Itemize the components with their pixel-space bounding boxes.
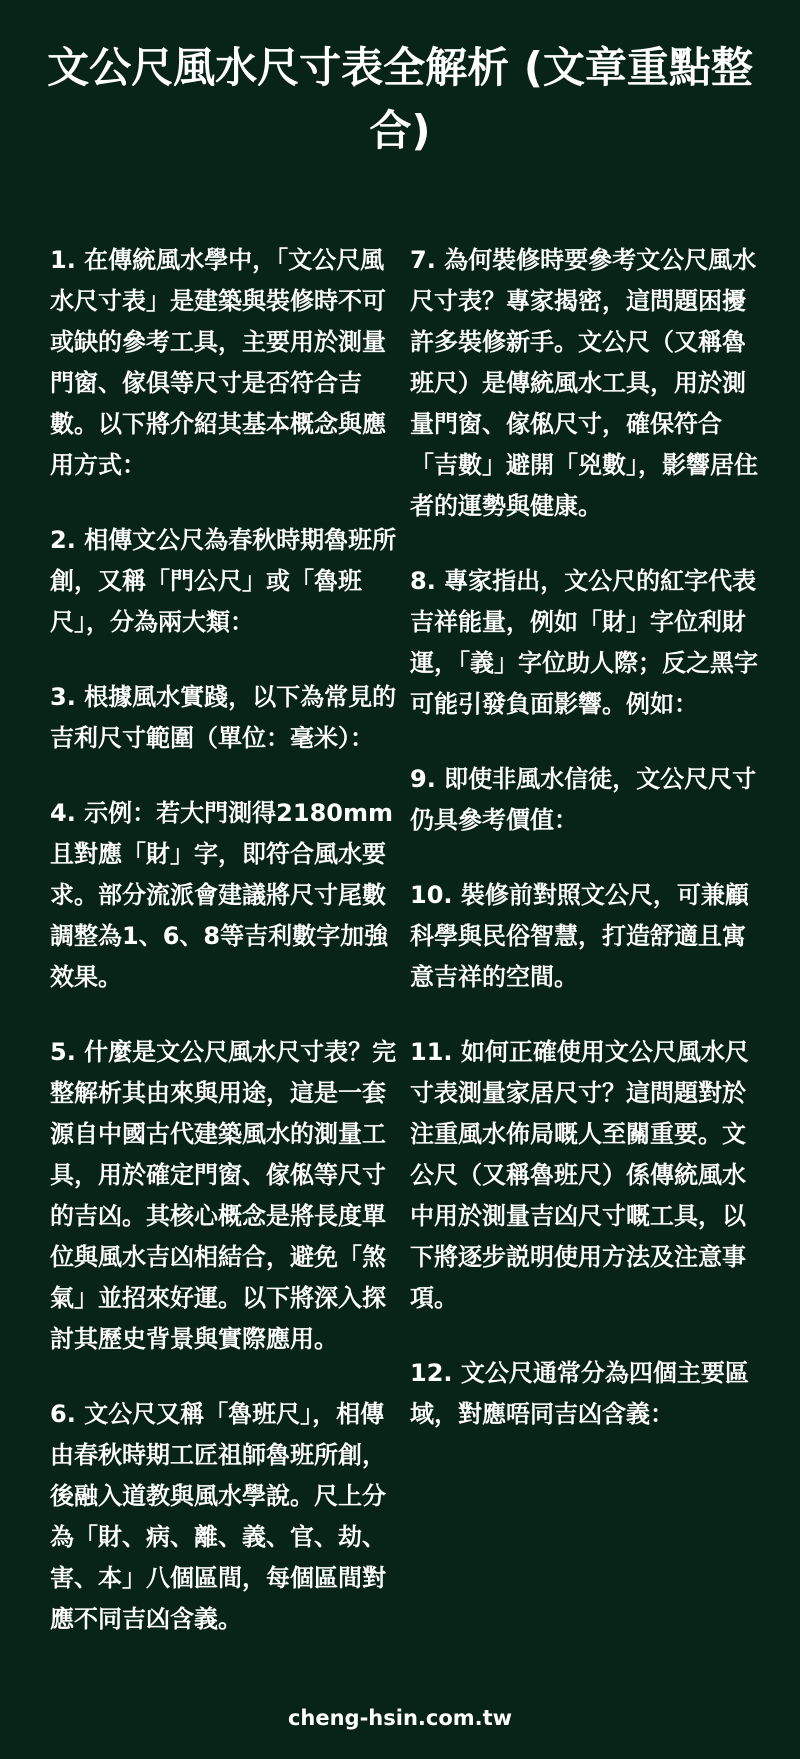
list-item: 7. 為何裝修時要參考文公尺風水尺寸表？專家揭密，這問題困擾許多裝修新手。文公尺（又稱魯班尺）是傳統風水工具，用於測量門窗、傢俬尺寸，確保符合「吉數」避開「兇數」，影響居住者的運勢與健康。 [410, 246, 758, 520]
footer-site-url: cheng-hsin.com.tw [287, 1706, 513, 1730]
list-item: 10. 裝修前對照文公尺，可兼顧科學與民俗智慧，打造舒適且寓意吉祥的空間。 [410, 881, 749, 991]
right-column [410, 240, 762, 1469]
list-item: 4. 示例：若大門測得2180mm且對應「財」字，即符合風水要求。部分流派會建議將尺寸尾數調整為1、6、8等吉利數字加強效果。 [50, 799, 393, 991]
list-item: 12. 文公尺通常分為四個主要區域，對應唔同吉凶含義： [410, 1359, 749, 1428]
left-column [50, 240, 402, 1674]
list-item: 6. 文公尺又稱「魯班尺」，相傳由春秋時期工匠祖師魯班所創，後融入道教與風水學說。尺上分為「財、病、離、義、官、劫、害、本」八個區間，每個區間對應不同吉凶含義。 [50, 1400, 386, 1633]
list-item: 2. 相傳文公尺為春秋時期魯班所創，又稱「門公尺」或「魯班尺」，分為兩大類： [50, 526, 397, 636]
list-item: 1. 在傳統風水學中，「文公尺風水尺寸表」是建築與裝修時不可或缺的參考工具，主要用於測量門窗、傢俱等尺寸是否符合吉數。以下將介紹其基本概念與應用方式： [50, 246, 386, 479]
list-item: 8. 專家指出，文公尺的紅字代表吉祥能量，例如「財」字位利財運，「義」字位助人際；反之黑字可能引發負面影響。例如： [410, 567, 758, 718]
list-item: 9. 即使非風水信徒，文公尺尺寸仍具參考價值： [410, 765, 757, 834]
list-item: 5. 什麼是文公尺風水尺寸表？完整解析其由來與用途，這是一套源自中國古代建築風水的測量工具，用於確定門窗、傢俬等尺寸的吉凶。其核心概念是將長度單位與風水吉凶相結合，避免「煞氣」並招來好運。以下將深入探討其歷史背景與實際應用。 [50, 1038, 397, 1353]
list-item: 3. 根據風水實踐，以下為常見的吉利尺寸範圍（單位：毫米）： [50, 683, 397, 752]
list-item: 11. 如何正確使用文公尺風水尺寸表測量家居尺寸？這問題對於注重風水佈局嘅人至關重要。文公尺（又稱魯班尺）係傳統風水中用於測量吉凶尺寸嘅工具，以下將逐步説明使用方法及注意事項。 [410, 1038, 749, 1312]
page-title: 文公尺風水尺寸表全解析 (文章重點整合) [47, 43, 753, 155]
